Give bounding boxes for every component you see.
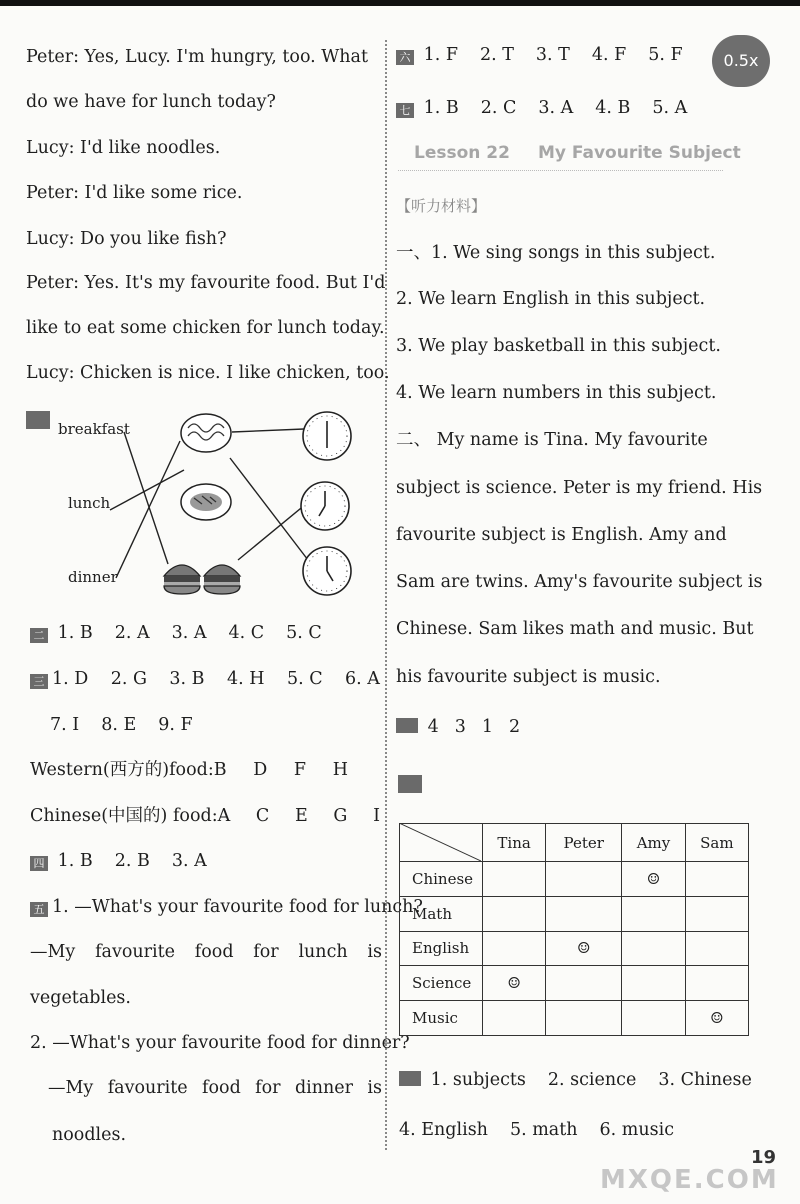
clock-icon — [303, 412, 351, 460]
listening-part1-line: 2. We learn English in this subject. — [396, 289, 706, 309]
word: —My — [48, 1078, 94, 1098]
word: favourite — [107, 1078, 188, 1098]
listening-header: 【听力材料】 — [396, 197, 487, 215]
answer: 5. F — [648, 45, 683, 65]
answer: 3. T — [535, 45, 570, 65]
answer: 2 — [509, 717, 521, 737]
answer: 4. F — [591, 45, 627, 65]
section-mark — [399, 1071, 421, 1086]
answer: 5. C — [286, 623, 322, 643]
answer: 5. C — [286, 669, 323, 689]
label-dinner: dinner — [68, 568, 118, 586]
answer: 6. A — [345, 669, 380, 689]
burger-icon — [204, 565, 240, 594]
listening-part2-line: favourite subject is English. Amy and — [396, 525, 727, 545]
answer: 1 — [481, 717, 493, 737]
mark-cell: ☺ — [685, 1001, 748, 1036]
mark-cell — [622, 966, 685, 1001]
listening-part1-line: 一、1. We sing songs in this subject. — [396, 243, 716, 263]
dialogue-line: Peter: I'd like some rice. — [26, 183, 243, 203]
lesson-title: My Favourite Subject — [537, 143, 741, 163]
table-row — [400, 1001, 749, 1036]
row-header: Science — [400, 966, 483, 1001]
section-mark: 三 — [30, 674, 48, 689]
section-5-q2: 2. —What's your favourite food for dinner? — [30, 1033, 410, 1053]
section-mark: 六 — [396, 50, 414, 65]
order-answers — [396, 716, 542, 738]
dialogue-line: Lucy: Chicken is nice. I like chicken, too. — [26, 363, 390, 383]
word: dinner — [294, 1078, 354, 1098]
table-row — [400, 862, 749, 897]
answer: 3. Chinese — [658, 1070, 752, 1090]
word: for — [253, 942, 279, 962]
answer: 1. F — [423, 45, 458, 65]
answers-section-4-right-row2 — [399, 1119, 696, 1141]
answer: 3. A — [171, 623, 207, 643]
section-mark — [396, 718, 418, 733]
playback-speed-badge[interactable]: 0.5x — [712, 35, 770, 87]
mark-cell — [685, 862, 748, 897]
answer: 1. D — [52, 669, 89, 689]
dialogue-line: like to eat some chicken for lunch today. — [26, 318, 385, 338]
western-label: Western(西方的)food:B — [30, 760, 227, 780]
word: —My — [30, 942, 76, 962]
table-corner-diagonal — [399, 823, 481, 861]
clock-icon — [301, 482, 349, 530]
match-line — [124, 432, 168, 564]
word: favourite — [95, 942, 176, 962]
answer: 2. G — [110, 669, 147, 689]
answer: 2. B — [114, 851, 150, 871]
answer: 2. A — [114, 623, 150, 643]
label-lunch: lunch — [68, 494, 111, 512]
mark-cell: ☺ — [483, 966, 546, 1001]
section-5-a2 — [48, 1077, 382, 1099]
match-line — [230, 458, 308, 560]
answer: 2. C — [480, 98, 517, 118]
answer: 1. B — [57, 623, 93, 643]
mark-cell — [483, 1001, 546, 1036]
listening-part2-line: Sam are twins. Amy's favourite subject is — [396, 572, 763, 592]
answers-section-2 — [30, 622, 344, 644]
answer: H — [332, 760, 348, 780]
lesson-heading — [414, 143, 741, 163]
dialogue-line: do we have for lunch today? — [26, 92, 276, 112]
dialogue-line: Peter: Yes, Lucy. I'm hungry, too. What — [26, 47, 369, 67]
lesson-number: Lesson 22 — [414, 143, 510, 163]
word: is — [367, 942, 382, 962]
word: food — [202, 1078, 241, 1098]
answer: 4. C — [228, 623, 265, 643]
mark-cell — [483, 896, 546, 931]
mark-cell — [483, 862, 546, 897]
match-line — [110, 470, 184, 510]
row-header: Chinese — [400, 862, 483, 897]
mark-cell — [685, 966, 748, 1001]
word: for — [255, 1078, 281, 1098]
chinese-food-line — [30, 805, 380, 827]
column-header: Amy — [622, 824, 685, 862]
match-line — [232, 429, 304, 432]
mark-cell — [546, 966, 622, 1001]
answer: 4. B — [595, 98, 631, 118]
answers-section-3 — [30, 668, 380, 690]
table-row — [400, 931, 749, 966]
answer: 3. B — [169, 669, 205, 689]
answer: 7. I — [50, 715, 80, 735]
lesson-underline — [398, 170, 723, 171]
word: food — [194, 942, 234, 962]
answers-section-6 — [396, 44, 705, 66]
mark-cell — [546, 896, 622, 931]
answer: 1. B — [423, 98, 459, 118]
word: lunch — [298, 942, 348, 962]
answer: F — [293, 760, 307, 780]
question: 1. —What's your favourite food for lunch? — [52, 897, 423, 917]
section-mark: 五 — [30, 902, 48, 917]
answer: 6. music — [599, 1120, 675, 1140]
clock-icon — [303, 547, 351, 595]
mark-cell — [685, 896, 748, 931]
answer: 3. A — [171, 851, 207, 871]
section-5-a1 — [30, 941, 382, 963]
answer: 9. F — [158, 715, 193, 735]
row-header: Math — [400, 896, 483, 931]
watermark: MXQE.COM — [600, 1165, 779, 1195]
section-5-q1 — [30, 896, 423, 918]
rice-plate-icon — [181, 484, 231, 520]
row-header: English — [400, 931, 483, 966]
answer: G — [333, 806, 348, 826]
word: is — [367, 1078, 382, 1098]
mark-cell: ☺ — [546, 931, 622, 966]
mark-cell — [622, 1001, 685, 1036]
answers-section-3-row2 — [50, 714, 215, 736]
mark-cell: ☺ — [622, 862, 685, 897]
dialogue-line: Peter: Yes. It's my favourite food. But I'd — [26, 273, 386, 293]
listening-part2-line: his favourite subject is music. — [396, 667, 661, 687]
mark-cell — [546, 862, 622, 897]
column-header: Sam — [685, 824, 748, 862]
mark-cell — [546, 1001, 622, 1036]
table-row — [400, 896, 749, 931]
answer: 4. H — [226, 669, 265, 689]
answer: 4 — [427, 717, 439, 737]
page-number: 19 — [751, 1147, 777, 1168]
chinese-label: Chinese(中国的) food:A — [30, 806, 231, 826]
answer: 5. math — [509, 1120, 578, 1140]
answer: 2. science — [547, 1070, 637, 1090]
western-food-line — [30, 759, 348, 781]
burger-icon — [164, 565, 200, 594]
section-mark: 七 — [396, 103, 414, 118]
mark-cell — [622, 931, 685, 966]
listening-part2-line: Chinese. Sam likes math and music. But — [396, 619, 754, 639]
answers-section-4-right — [399, 1069, 774, 1091]
mark-cell — [622, 896, 685, 931]
row-header: Music — [400, 1001, 483, 1036]
dialogue-line: Lucy: Do you like fish? — [26, 229, 227, 249]
section-mark: 四 — [30, 856, 48, 871]
listening-part1-line: 3. We play basketball in this subject. — [396, 336, 721, 356]
answer: 2. T — [479, 45, 514, 65]
dialogue-line: Lucy: I'd like noodles. — [26, 138, 221, 158]
table-row — [400, 966, 749, 1001]
answer: C — [255, 806, 270, 826]
section-5-a1-end: vegetables. — [30, 988, 131, 1008]
match-line — [116, 441, 180, 578]
mark-cell — [685, 931, 748, 966]
answer: 4. English — [399, 1120, 488, 1140]
column-header: Peter — [546, 824, 622, 862]
answer: D — [253, 760, 268, 780]
label-breakfast: breakfast — [58, 420, 130, 438]
answer: I — [373, 806, 380, 826]
column-header: Tina — [483, 824, 546, 862]
listening-part2-line: subject is science. Peter is my friend. His — [396, 478, 763, 498]
answer: 1. subjects — [430, 1070, 526, 1090]
answer: E — [294, 806, 308, 826]
answers-section-4 — [30, 850, 229, 872]
mark-cell — [483, 931, 546, 966]
listening-part1-line: 4. We learn numbers in this subject. — [396, 383, 717, 403]
answer: 8. E — [101, 715, 137, 735]
section-5-a2-end: noodles. — [52, 1125, 127, 1145]
listening-part2-line: 二、 My name is Tina. My favourite — [396, 430, 708, 450]
section-marker — [398, 775, 422, 793]
noodles-bowl-icon — [181, 414, 231, 452]
answer: 5. A — [652, 98, 688, 118]
answers-section-7 — [396, 97, 709, 119]
answer: 1. B — [57, 851, 93, 871]
answer: 3 — [454, 717, 466, 737]
section-mark: 二 — [30, 628, 48, 643]
answer: 3. A — [538, 98, 574, 118]
